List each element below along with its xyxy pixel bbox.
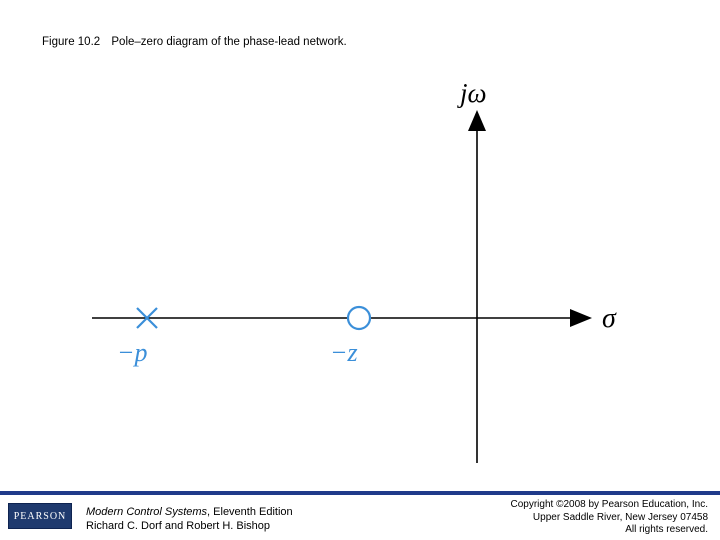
logo-text: PEARSON — [13, 510, 67, 522]
copyright-line-2: Upper Saddle River, New Jersey 07458 — [532, 511, 708, 523]
book-edition: , Eleventh Edition — [207, 506, 293, 518]
zero-marker — [348, 307, 370, 329]
footer-divider — [0, 491, 720, 495]
vertical-axis-arrow — [468, 110, 486, 131]
pole-label: −p — [117, 338, 148, 367]
horizontal-axis-label: σ — [602, 303, 616, 334]
book-title: Modern Control Systems — [86, 506, 208, 518]
zero-label: −z — [330, 338, 358, 367]
copyright-line-1: Copyright ©2008 by Pearson Education, Inc. — [510, 499, 708, 510]
pearson-logo — [8, 503, 72, 529]
book-info — [86, 505, 293, 533]
horizontal-axis-arrow — [570, 309, 592, 327]
figure-number: Figure 10.2 — [42, 36, 101, 48]
copyright-notice — [511, 499, 709, 537]
book-authors: Richard C. Dorf and Robert H. Bishop — [86, 520, 271, 532]
vertical-axis-label: jω — [460, 78, 487, 108]
copyright-line-3: All rights reserved. — [625, 524, 708, 535]
book-title-line — [86, 505, 293, 519]
figure-caption-text: Pole–zero diagram of the phase-lead network. — [111, 36, 347, 48]
